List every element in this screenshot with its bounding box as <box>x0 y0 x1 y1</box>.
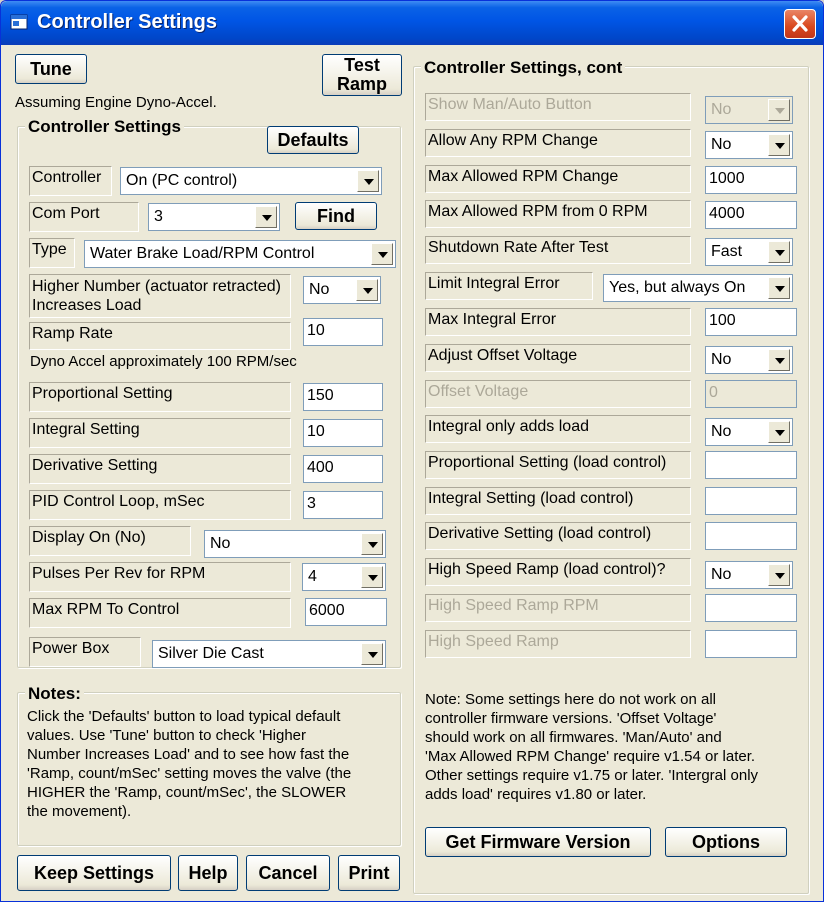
power-box-value: Silver Die Cast <box>158 645 264 662</box>
controller-settings-cont-title: Controller Settings, cont <box>421 58 625 78</box>
controller-value: On (PC control) <box>126 172 238 189</box>
chevron-down-icon[interactable] <box>768 421 790 443</box>
options-button[interactable]: Options <box>665 827 787 857</box>
chevron-down-icon[interactable] <box>768 241 790 263</box>
controller-select[interactable] <box>120 167 382 195</box>
display-on-label: Display On (No) <box>29 526 191 556</box>
firmware-note-line: 'Max Allowed RPM Change' require v1.54 or later. <box>425 748 756 765</box>
higher-number-label-line1: Higher Number (actuator retracted) <box>32 278 281 295</box>
display-on-value: No <box>210 535 231 552</box>
close-icon <box>785 10 815 38</box>
chevron-down-icon[interactable] <box>361 566 383 588</box>
com-port-label: Com Port <box>29 202 139 232</box>
max-integral-input[interactable]: 100 <box>705 308 797 336</box>
com-port-value: 3 <box>154 208 163 225</box>
max-rpm-label: Max RPM To Control <box>29 598 291 628</box>
offset-voltage-input: 0 <box>705 380 797 408</box>
limit-integral-value: Yes, but always On <box>609 279 746 296</box>
integral-only-value: No <box>711 423 732 440</box>
adjust-offset-label: Adjust Offset Voltage <box>425 344 691 372</box>
prop-load-input[interactable] <box>705 451 797 479</box>
hs-ramp-select[interactable] <box>705 561 793 589</box>
max-rpm-from0-input[interactable]: 4000 <box>705 201 797 229</box>
show-man-auto-label: Show Man/Auto Button <box>425 93 691 121</box>
chevron-down-icon[interactable] <box>356 279 378 301</box>
ramp-rate-label: Ramp Rate <box>29 322 291 350</box>
controller-label: Controller <box>29 166 112 196</box>
limit-integral-label: Limit Integral Error <box>425 272 593 300</box>
shutdown-rate-select[interactable] <box>705 238 793 266</box>
max-rpm-change-input[interactable]: 1000 <box>705 166 797 194</box>
derivative-label: Derivative Setting <box>29 454 291 484</box>
chevron-down-icon[interactable] <box>361 533 383 555</box>
chevron-down-icon[interactable] <box>768 277 790 299</box>
hs-ramp-label: High Speed Ramp (load control)? <box>425 558 691 586</box>
offset-voltage-label: Offset Voltage <box>425 380 691 408</box>
display-on-select[interactable] <box>204 530 386 558</box>
chevron-down-icon[interactable] <box>361 643 383 665</box>
deriv-load-label: Derivative Setting (load control) <box>425 522 691 550</box>
notes-line: Click the 'Defaults' button to load typical default <box>27 708 341 725</box>
notes-line: 'Ramp, count/mSec' setting moves the valve (the <box>27 765 352 782</box>
find-button[interactable]: Find <box>295 202 377 230</box>
higher-number-label-line2: Increases Load <box>32 297 142 314</box>
power-box-label: Power Box <box>29 637 141 667</box>
firmware-note-line: adds load' requires v1.80 or later. <box>425 786 647 803</box>
chevron-down-icon[interactable] <box>768 564 790 586</box>
get-firmware-version-button[interactable]: Get Firmware Version <box>425 827 651 857</box>
hs-ramp2-label: High Speed Ramp <box>425 630 691 658</box>
hs-ramp-value: No <box>711 566 732 583</box>
max-rpm-from0-label: Max Allowed RPM from 0 RPM <box>425 200 691 228</box>
chevron-down-icon[interactable] <box>768 134 790 156</box>
window-title: Controller Settings <box>37 11 218 33</box>
proportional-input[interactable]: 150 <box>303 383 383 411</box>
adjust-offset-select[interactable] <box>705 346 793 374</box>
defaults-button[interactable]: Defaults <box>267 126 359 154</box>
window-icon <box>10 14 28 30</box>
firmware-note <box>425 690 809 804</box>
notes-title: Notes: <box>25 684 84 704</box>
int-load-label: Integral Setting (load control) <box>425 487 691 515</box>
notes-line: values. Use 'Tune' button to check 'Higher <box>27 727 307 744</box>
notes-line: HIGHER the 'Ramp, count/mSec', the SLOWER <box>27 784 347 801</box>
chevron-down-icon[interactable] <box>255 206 277 228</box>
firmware-note-line: Other settings require v1.75 or later. 'Intergral only <box>425 767 759 784</box>
chevron-down-icon[interactable] <box>371 243 393 265</box>
notes-text <box>27 707 397 821</box>
higher-number-select[interactable] <box>303 276 381 304</box>
max-integral-label: Max Integral Error <box>425 308 691 336</box>
proportional-label: Proportional Setting <box>29 382 291 412</box>
integral-only-select[interactable] <box>705 418 793 446</box>
test-ramp-label-line2: Ramp <box>336 74 387 94</box>
hs-ramp-rpm-label: High Speed Ramp RPM <box>425 594 691 622</box>
pulses-value: 4 <box>308 568 317 585</box>
allow-rpm-change-select[interactable] <box>705 131 793 159</box>
test-ramp-button[interactable] <box>322 54 402 96</box>
higher-number-value: No <box>309 281 330 298</box>
notes-line: Number Increases Load' and to see how fast the <box>27 746 350 763</box>
keep-settings-button[interactable]: Keep Settings <box>17 855 171 891</box>
type-value: Water Brake Load/RPM Control <box>90 245 315 262</box>
higher-number-label <box>29 274 291 318</box>
max-rpm-change-label: Max Allowed RPM Change <box>425 165 691 193</box>
pulses-label: Pulses Per Rev for RPM <box>29 562 291 592</box>
test-ramp-label-line1: Test <box>344 55 380 75</box>
integral-input[interactable]: 10 <box>303 419 383 447</box>
pid-loop-label: PID Control Loop, mSec <box>29 490 291 520</box>
tune-button[interactable]: Tune <box>15 54 87 84</box>
show-man-auto-value: No <box>711 101 732 118</box>
dyno-accel-note: Dyno Accel approximately 100 RPM/sec <box>30 353 297 370</box>
integral-label: Integral Setting <box>29 418 291 448</box>
chevron-down-icon[interactable] <box>768 349 790 371</box>
allow-rpm-change-label: Allow Any RPM Change <box>425 129 691 157</box>
type-label: Type <box>29 238 75 268</box>
close-button[interactable] <box>784 9 816 39</box>
derivative-input[interactable]: 400 <box>303 455 383 483</box>
deriv-load-input[interactable] <box>705 522 797 550</box>
print-button[interactable]: Print <box>338 855 400 891</box>
chevron-down-icon <box>768 99 790 121</box>
pid-loop-input[interactable]: 3 <box>303 491 383 519</box>
firmware-note-line: should work on all firmwares. 'Man/Auto' and <box>425 729 722 746</box>
pulses-select[interactable] <box>302 563 386 591</box>
max-rpm-input[interactable]: 6000 <box>305 598 387 626</box>
allow-rpm-change-value: No <box>711 136 732 153</box>
shutdown-rate-label: Shutdown Rate After Test <box>425 236 691 264</box>
shutdown-rate-value: Fast <box>711 243 743 260</box>
prop-load-label: Proportional Setting (load control) <box>425 451 691 479</box>
power-box-select[interactable] <box>152 640 386 668</box>
notes-line: the movement). <box>27 803 132 820</box>
hs-ramp2-input[interactable] <box>705 630 797 658</box>
int-load-input[interactable] <box>705 487 797 515</box>
controller-settings-group-title: Controller Settings <box>25 117 184 137</box>
firmware-note-line: Note: Some settings here do not work on all <box>425 691 716 708</box>
title-bar[interactable] <box>1 1 823 45</box>
hs-ramp-rpm-input[interactable] <box>705 594 797 622</box>
assuming-engine-label: Assuming Engine Dyno-Accel. <box>15 94 217 111</box>
show-man-auto-select <box>705 96 793 124</box>
adjust-offset-value: No <box>711 351 732 368</box>
help-button[interactable]: Help <box>178 855 238 891</box>
integral-only-label: Integral only adds load <box>425 415 691 443</box>
firmware-note-line: controller firmware versions. 'Offset Voltage' <box>425 710 717 727</box>
type-select[interactable] <box>84 240 396 268</box>
chevron-down-icon[interactable] <box>357 170 379 192</box>
cancel-button[interactable]: Cancel <box>246 855 330 891</box>
ramp-rate-input[interactable]: 10 <box>303 318 383 346</box>
limit-integral-select[interactable] <box>603 274 793 302</box>
com-port-select[interactable] <box>148 203 280 231</box>
